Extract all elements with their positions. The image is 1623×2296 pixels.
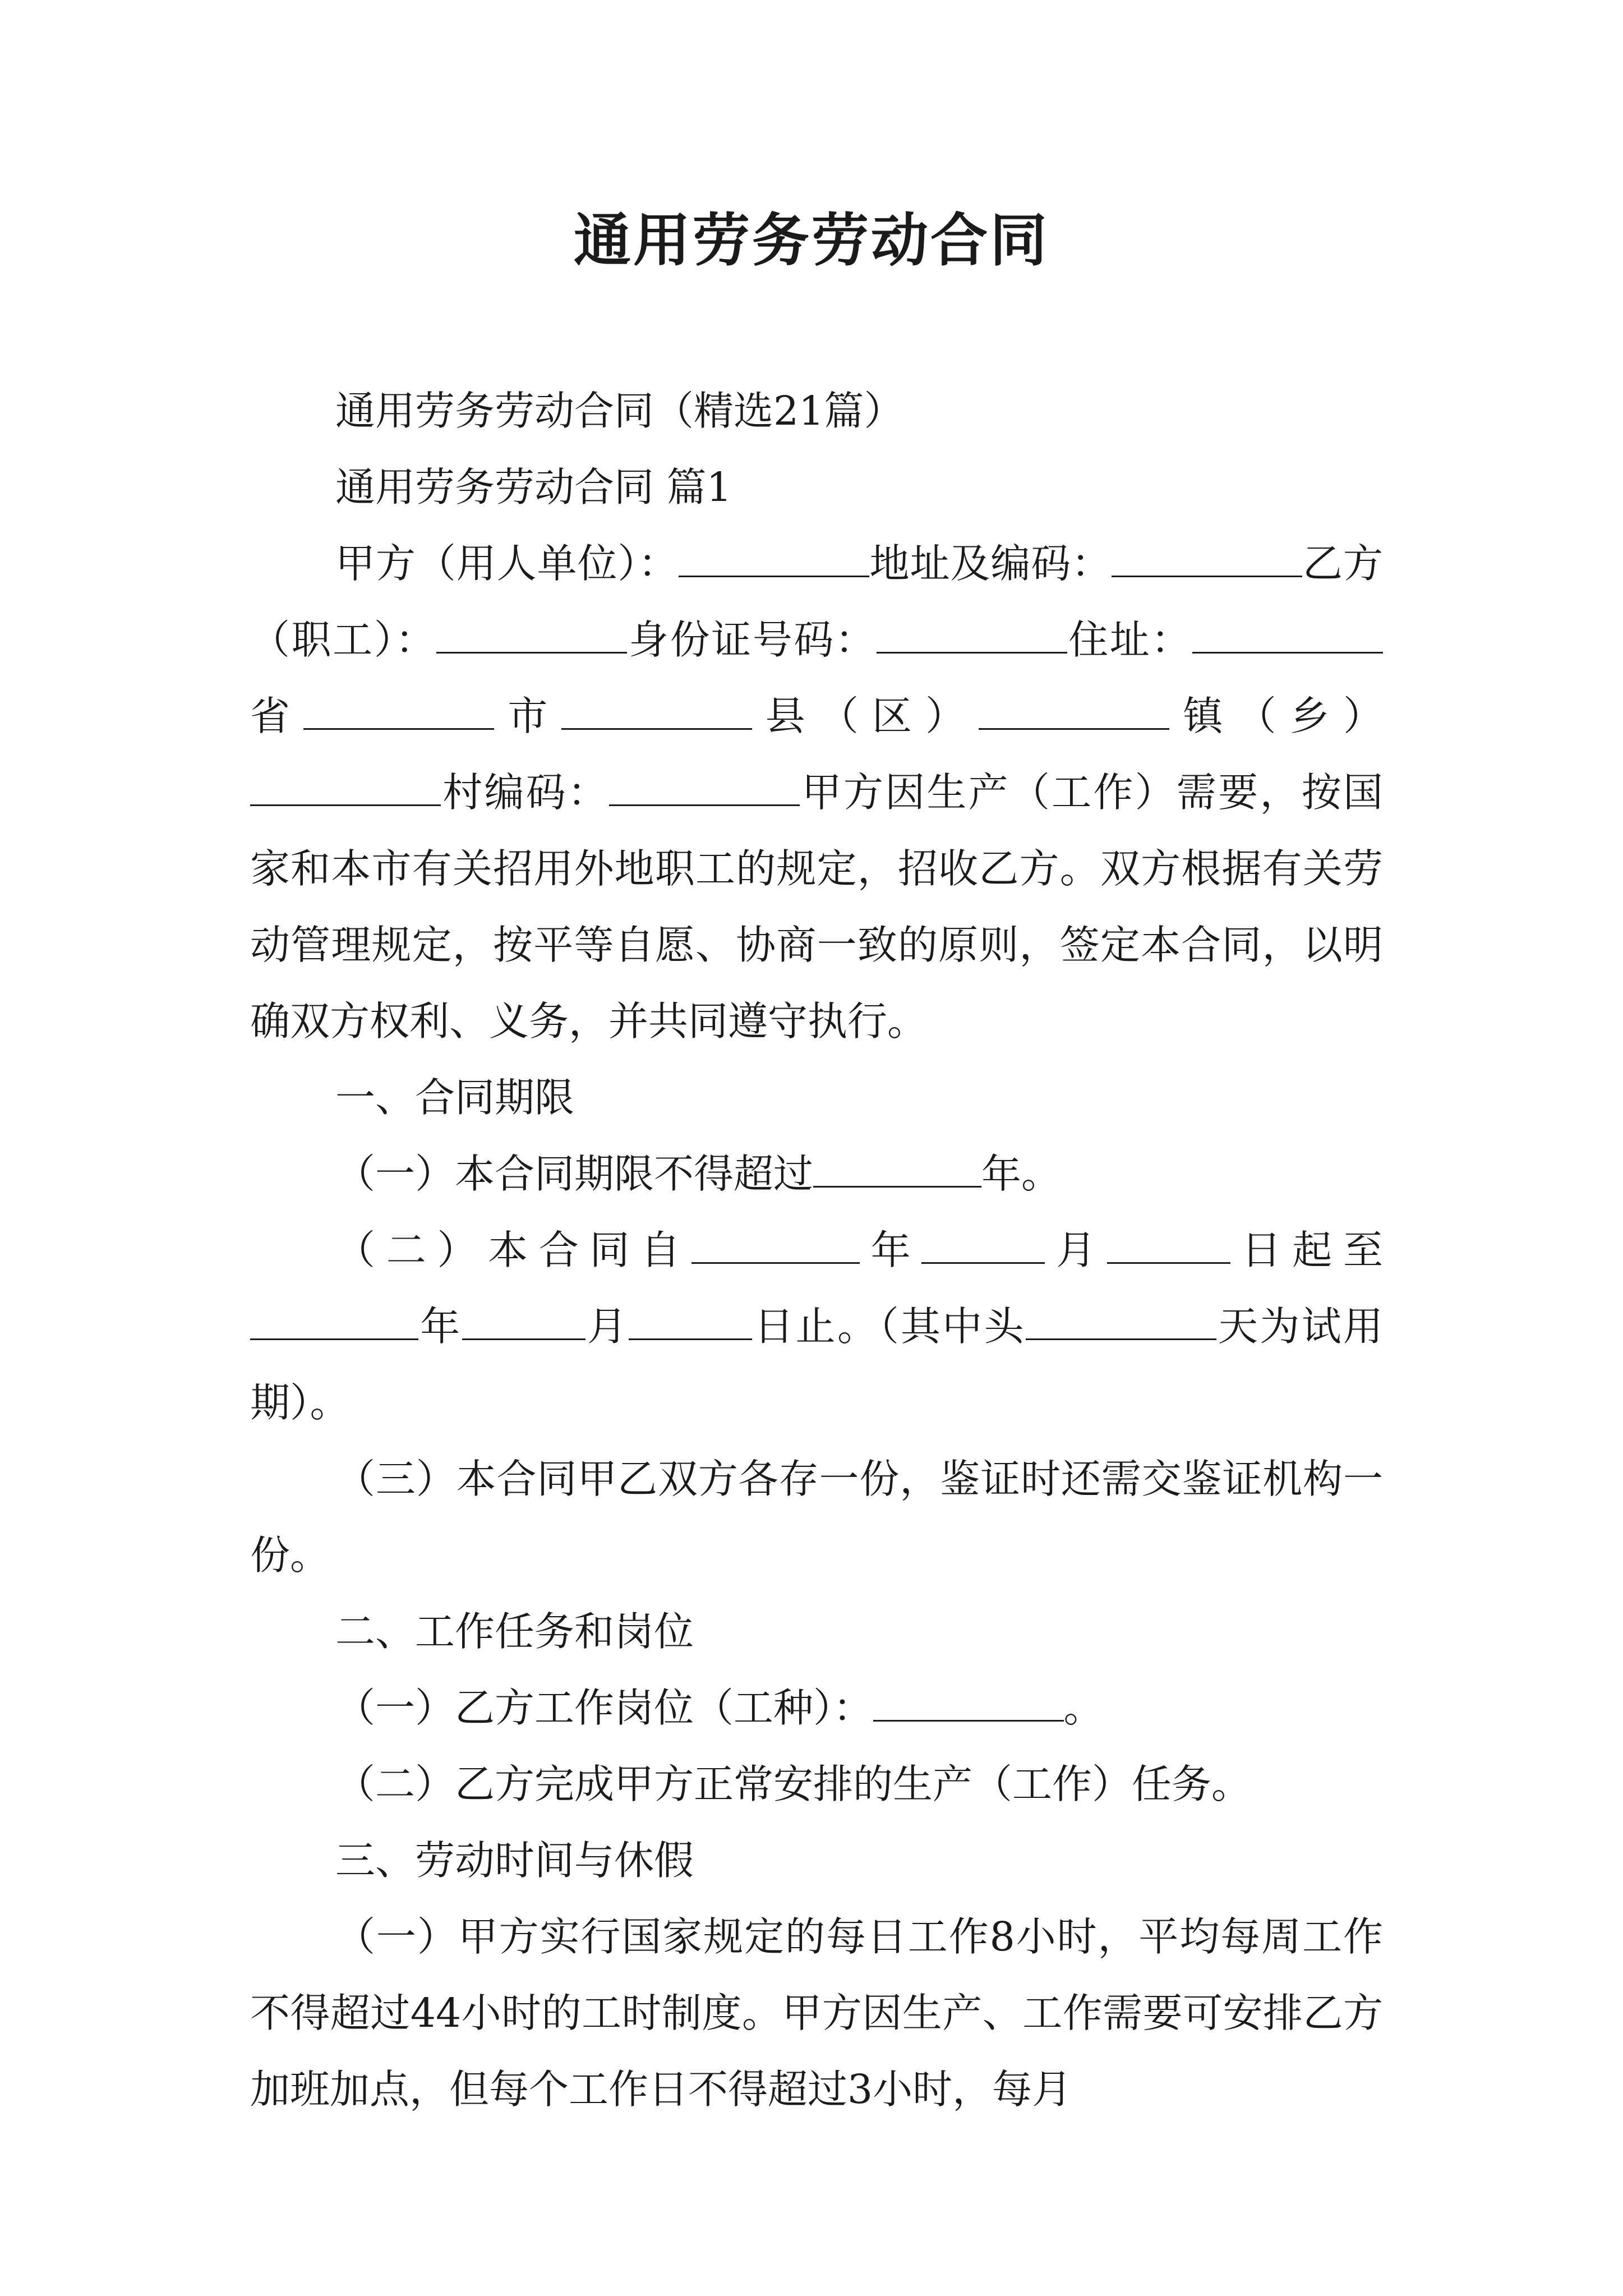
paragraph-text: 月 (1045, 1227, 1107, 1273)
fill-in-blank (609, 770, 800, 806)
paragraph-p9 (250, 1670, 1383, 1746)
fill-in-blank (303, 693, 494, 730)
paragraph-p10: （二）乙方完成甲方正常安排的生产（工作）任务。 (335, 1761, 1252, 1807)
paragraph-p7: （三）本合同甲乙双方各存一份，鉴证时还需交鉴证机构一份。 (250, 1456, 1383, 1579)
fill-in-blank (813, 1151, 981, 1188)
paragraph-p4: 一、合同期限 (335, 1074, 575, 1121)
fill-in-blank (921, 1227, 1045, 1264)
paragraph-text: 地址及编码： (869, 540, 1112, 587)
paragraph-p1: 通用劳务劳动合同（精选21篇） (335, 388, 904, 434)
paragraph-p12: （一）甲方实行国家规定的每日工作8小时，平均每周工作不得超过44小时的工时制度。甲方因生产、工作需要可安排乙方加班加点，但每个工作日不得超过3小时，每月 (250, 1913, 1383, 2113)
paragraph-text: 年。 (981, 1151, 1062, 1197)
fill-in-blank (691, 1227, 860, 1264)
document-body (250, 373, 1383, 2128)
fill-in-blank (877, 617, 1067, 654)
fill-in-blank (250, 770, 441, 806)
paragraph-text: 市 (494, 693, 561, 739)
paragraph-text: 甲方因生产（工作）需要，按国家和本市有关招用外地职工的规定，招收乙方。双方根据有关劳动管理规定，按平等自愿、协商一致的原则，签定本合同，以明确双方权利、义务，并共同遵守执行。 (250, 769, 1383, 1045)
paragraph-p8: 二、工作任务和岗位 (335, 1608, 694, 1655)
paragraph-text: （一）乙方工作岗位（工种）： (335, 1685, 873, 1731)
paragraph-p11: 三、劳动时间与休假 (335, 1837, 694, 1884)
paragraph-text: 月 (585, 1303, 629, 1350)
fill-in-blank (561, 693, 752, 730)
paragraph-text: 日止。（其中头 (752, 1303, 1026, 1350)
paragraph-text: 日起至 (1230, 1227, 1383, 1273)
fill-in-blank (1026, 1304, 1216, 1340)
paragraph-text: 。 (1063, 1685, 1104, 1731)
paragraph-text: 乙方（职工）： (250, 540, 1383, 663)
paragraph-text: 甲方（用人单位）： (335, 540, 679, 587)
paragraph-text: 村编码： (441, 769, 610, 816)
paragraph-text: 镇（乡） (1169, 693, 1383, 739)
paragraph-text: 县（区） (751, 693, 979, 739)
paragraph-text: 住址： (1067, 616, 1192, 663)
paragraph-text: （一）本合同期限不得超过 (335, 1151, 814, 1197)
fill-in-blank (629, 1304, 752, 1340)
fill-in-blank (873, 1685, 1064, 1722)
paragraph-p2: 通用劳务劳动合同 篇1 (335, 464, 732, 510)
document-title: 通用劳务劳动合同 (574, 208, 1049, 274)
paragraph-text: 天为试用期）。 (250, 1303, 1383, 1426)
fill-in-blank (1192, 617, 1383, 654)
fill-in-blank (250, 1304, 418, 1340)
paragraph-text: 年 (418, 1303, 462, 1350)
fill-in-blank (979, 693, 1169, 730)
fill-in-blank (436, 617, 627, 654)
paragraph-text: 身份证号码： (627, 616, 877, 663)
fill-in-blank (1107, 1227, 1230, 1264)
paragraph-p3 (250, 526, 1383, 1060)
paragraph-text: 年 (859, 1227, 922, 1273)
paragraph-p5 (250, 1136, 1383, 1212)
paragraph-p6 (250, 1212, 1383, 1441)
fill-in-blank (1112, 541, 1302, 577)
fill-in-blank (462, 1304, 585, 1340)
fill-in-blank (679, 541, 869, 577)
paragraph-text: （二）本合同自 (335, 1227, 691, 1273)
paragraph-text: 省 (250, 693, 304, 739)
